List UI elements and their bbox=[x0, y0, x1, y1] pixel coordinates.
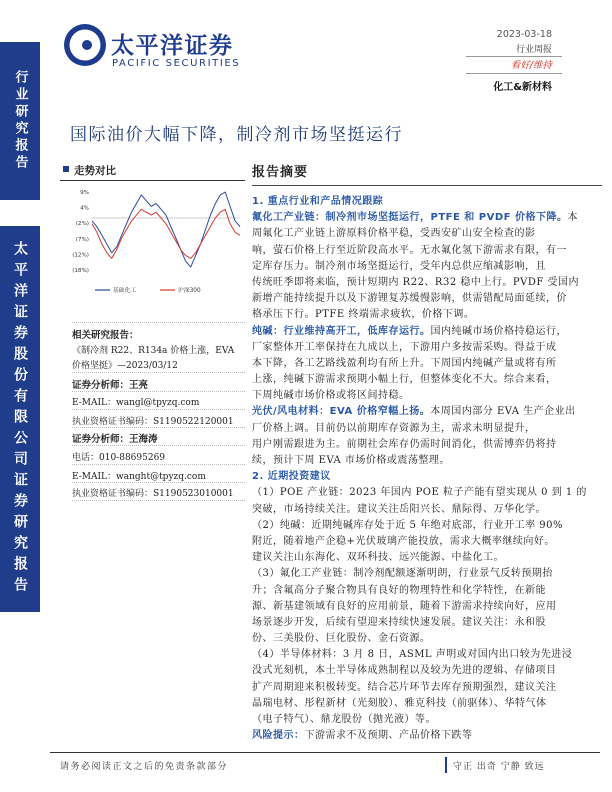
divider bbox=[72, 372, 245, 373]
divider bbox=[72, 500, 245, 501]
section-heading: 1. 重点行业和产品情况跟踪 bbox=[252, 196, 384, 207]
summary-line: （4）半导体材料：3 月 8 日，ASML 声明或对国内出口较为先进浸 bbox=[252, 649, 573, 661]
sidebar-top-band bbox=[0, 42, 40, 200]
sidebar-report-category: 行业研究报告 bbox=[12, 70, 28, 172]
legend-label-1: 基础化工 bbox=[113, 288, 137, 294]
divider bbox=[72, 427, 245, 428]
divider bbox=[72, 445, 245, 446]
summary-line: 响，萤石价格上行至近阶段高水平。无水氟化氢下游需求有限，有一 bbox=[252, 244, 567, 256]
risk-warning-label: 风险提示： bbox=[252, 730, 305, 742]
brand-name-cn: 太平洋证券 bbox=[111, 33, 234, 59]
summary-line: 份、三美股份、巨化股份、金石资源。 bbox=[252, 633, 431, 645]
report-date: 2023-03-18 bbox=[496, 29, 552, 40]
summary-line: 下周纯碱市场价格或将区间持稳。 bbox=[252, 390, 410, 402]
summary-line: 厂价格上调。目前仍以前期库存资源为主，需求未明显提升， bbox=[252, 422, 536, 434]
summary-line: 扩产周期迎来积极转变。结合芯片环节去库存预期强烈，建议关注 bbox=[252, 681, 557, 693]
summary-line: 格承压下行。PTFE 终端需求疲软，价格下调。 bbox=[252, 309, 475, 321]
related-research-line: 《制冷剂 R22、R134a 价格上涨，EVA bbox=[72, 346, 235, 356]
industry-rating: 看好/维持 bbox=[510, 60, 552, 71]
summary-line bbox=[252, 404, 602, 420]
divider bbox=[72, 322, 245, 323]
paragraph-lead: 纯碱：行业维持高开工，低库存运行。 bbox=[252, 325, 431, 337]
risk-warning bbox=[252, 728, 602, 744]
paragraph-lead: 氟化工产业链：制冷剂市场坚挺运行，PTFE 和 PVDF 价格下降。 bbox=[252, 212, 568, 224]
y-tick-label: (18%) bbox=[72, 268, 89, 274]
paragraph-lead: 光伏/风电材料：EVA 价格窄幅上扬。 bbox=[252, 406, 431, 418]
trend-chart-heading: 走势对比 bbox=[74, 165, 116, 177]
series-line-2 bbox=[92, 209, 240, 258]
summary-line bbox=[252, 210, 602, 226]
brand-name-en: PACIFIC SECURITIES bbox=[112, 58, 241, 69]
company-logo-icon bbox=[62, 22, 108, 68]
analyst-license: 执业资格证书编码：S1190523010001 bbox=[72, 489, 234, 499]
divider bbox=[72, 409, 245, 410]
analyst-email: E-MAIL：wanght@tpyzq.com bbox=[72, 472, 206, 482]
summary-line: （电子特气）、鼎龙股份（抛光液）等。 bbox=[252, 714, 436, 725]
summary-line: 突破，市场持续关注。建议关注岳阳兴长、鼎际得、万华化学。 bbox=[252, 503, 546, 515]
divider bbox=[72, 391, 245, 392]
summary-line bbox=[252, 324, 602, 340]
paragraph-text: 国内纯碱市场价格持稳运行， bbox=[430, 325, 567, 337]
summary-line: 本下降，各工艺路线盈利均有所上升。下周国内纯碱产量或将有所 bbox=[252, 357, 557, 369]
summary-line: 晶瑞电材、彤程新材（光刻胶）、雅克科技（前驱体）、华特气体 bbox=[252, 697, 547, 709]
footer-rule bbox=[50, 752, 600, 753]
risk-warning-text: 下游需求不及预期、产品价格下跌等 bbox=[304, 730, 473, 742]
analyst-name: 证券分析师：王亮 bbox=[72, 380, 149, 391]
summary-line: 没式光刻机，本土半导体成熟制程以及较为先进的逻辑、存储项目 bbox=[252, 665, 557, 677]
summary-line: 新增产能持续提升以及下游锂复苏缓慢影响，供需错配局面延续，价 bbox=[252, 293, 567, 305]
divider bbox=[72, 482, 245, 483]
section-heading: 2. 近期投资建议 bbox=[252, 471, 331, 483]
summary-line: （2）纯碱：近期纯碱库存处于近 5 年绝对底部，行业开工率 90% bbox=[252, 519, 563, 531]
report-summary bbox=[252, 163, 602, 744]
report-type: 行业周报 bbox=[515, 45, 552, 55]
footer-separator bbox=[445, 757, 447, 773]
summary-line: 附近，随着地产企稳+光伏玻璃产能投放，需求大概率继续向好。 bbox=[252, 535, 555, 547]
summary-line: 定库存压力。制冷剂市场坚挺运行，受年内总供应缩减影响，且 bbox=[252, 260, 546, 272]
analyst-name: 证券分析师：王海涛 bbox=[72, 434, 158, 445]
summary-line: 源、新基建领域有良好的应用前景，随着下游需求持续向好，应用 bbox=[252, 600, 557, 612]
summary-line: 厂家整体开工率保持在九成以上，下游用户多按需采购。得益于成 bbox=[252, 341, 557, 353]
y-tick-label: 9% bbox=[80, 190, 89, 196]
footer-disclaimer: 请务必阅读正文之后的免责条款部分 bbox=[60, 762, 229, 772]
y-tick-label: (2%) bbox=[75, 221, 89, 228]
summary-line: 传统旺季即将来临，预计短期内 R22、R32 稳中上行。PVDF 受国内 bbox=[252, 276, 579, 288]
trend-heading-rule bbox=[60, 180, 245, 181]
summary-line: 周氟化工产业链上游原料价格平稳，受西安矿山安全检查的影 bbox=[252, 228, 536, 240]
y-tick-label: 4% bbox=[80, 205, 89, 212]
summary-line: 场景逐步开发，后续有望迎来持续快速发展。建议关注：永和股 bbox=[252, 616, 546, 628]
industry-name: 化工&新材料 bbox=[493, 82, 552, 93]
series-line-1 bbox=[92, 192, 240, 267]
summary-line: 用户刚需跟进为主。前期社会库存仍需时间消化，供需博弈仍将持 bbox=[252, 438, 557, 450]
footer-motto: 守正 出奇 宁静 致远 bbox=[453, 762, 545, 772]
sidebar-company-label: 太平洋证券股份有限公司证券研究报告 bbox=[12, 240, 28, 598]
report-title: 国际油价大幅下降，制冷剂市场坚挺运行 bbox=[70, 125, 403, 145]
summary-line: 上涨，纯碱下游需求预期小幅上行，但整体变化不大。综合来看， bbox=[252, 374, 557, 386]
summary-line: （1）POE 产业链：2023 年国内 POE 粒子产能有望实现从 0 到 1 的 bbox=[252, 487, 587, 499]
summary-line: （3）氟化工产业链：制冷剂配额逐渐明朗，行业景气反转预期抬 bbox=[252, 568, 553, 580]
y-tick-label: (7%) bbox=[75, 236, 89, 243]
legend-label-2: 沪深300 bbox=[178, 288, 201, 294]
analyst-phone: 电话：010-88695269 bbox=[72, 453, 166, 463]
divider bbox=[72, 464, 245, 465]
header-divider bbox=[466, 73, 562, 74]
paragraph-text: 本 bbox=[567, 212, 578, 224]
analyst-email: E-MAIL：wangl@tpyzq.com bbox=[72, 398, 200, 408]
section-marker-icon bbox=[63, 166, 69, 172]
paragraph-text: 本周国内部分 EVA 生产企业出 bbox=[430, 406, 576, 418]
trend-line-chart bbox=[62, 184, 245, 308]
related-research-heading: 相关研究报告： bbox=[72, 330, 139, 341]
y-tick-label: (12%) bbox=[72, 252, 89, 259]
summary-body bbox=[252, 194, 602, 744]
summary-line: 建议关注山东海化、双环科技、远兴能源、中盐化工。 bbox=[252, 552, 504, 564]
summary-heading: 报告摘要 bbox=[252, 163, 602, 186]
summary-line: 升；含氟高分子聚合物具有良好的物理特性和化学特性，在新能 bbox=[252, 584, 546, 596]
summary-line: 续，预计下周 EVA 市场价格或震荡整理。 bbox=[252, 455, 450, 466]
analyst-license: 执业资格证书编码：S1190522120001 bbox=[72, 417, 234, 427]
related-research-line: 价格坚挺》—2023/03/12 bbox=[72, 361, 178, 371]
sidebar-bottom-band bbox=[0, 226, 40, 612]
